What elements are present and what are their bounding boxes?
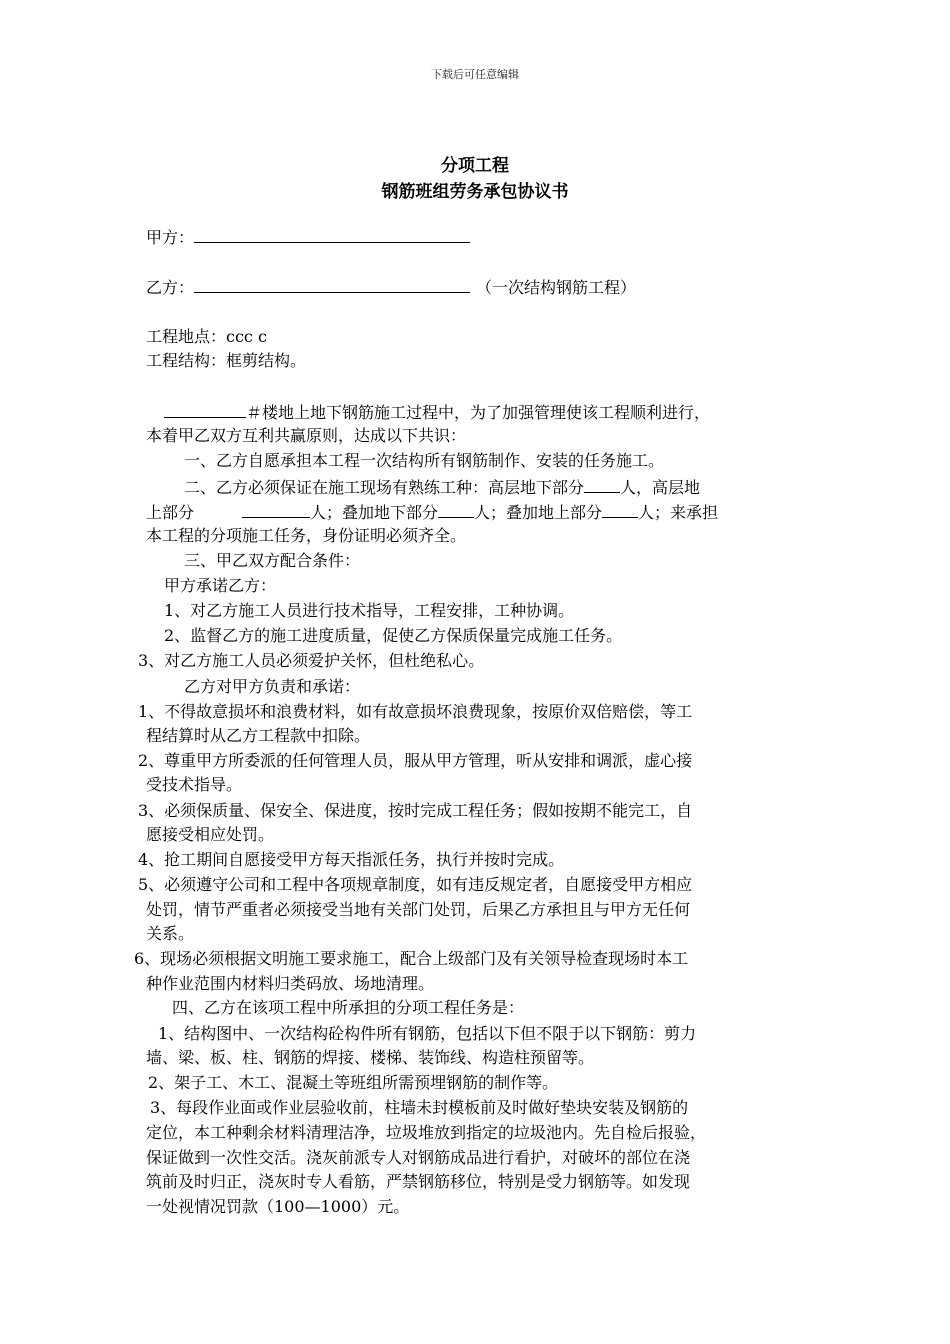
task-item-3b: 定位，本工种剩余材料清理洁净，垃圾堆放到指定的垃圾池内。先自检后报验， (146, 1123, 707, 1142)
party-b-item-5a: 5、必须遵守公司和工程中各项规章制度，如有违反规定者，自愿接受甲方相应 (138, 875, 693, 894)
clause-2-text-1: 二、乙方必须保证在施工现场有熟练工种：高层地下部分 (184, 478, 585, 497)
party-b-item-2b: 受技术指导。 (146, 775, 243, 794)
worker-count-blank-1[interactable] (584, 474, 620, 493)
party-b-label: 乙方： (146, 278, 195, 297)
intro-line-2: 本着甲乙双方互利共赢原则，达成以下共识： (146, 426, 467, 445)
intro-text-1: ＃楼地上地下钢筋施工过程中，为了加强管理使该工程顺利进行， (246, 403, 711, 422)
document-subtitle: 钢筋班组劳务承包协议书 (381, 182, 569, 202)
task-item-3d: 筑前及时归正，浇灰时专人看筋，严禁钢筋移位，特别是受力钢筋等。如发现 (146, 1172, 691, 1191)
party-a-promise-heading: 甲方承诺乙方： (164, 576, 277, 595)
clause-2-line-2 (146, 499, 718, 525)
clause-1: 一、乙方自愿承担本工程一次结构所有钢筋制作、安装的任务施工。 (184, 451, 665, 470)
party-b-item-1b: 程结算时从乙方工程款中扣除。 (146, 726, 371, 745)
party-b-note: （一次结构钢筋工程） (476, 278, 637, 297)
clause-4-heading: 四、乙方在该项工程中所承担的分项工程任务是： (172, 998, 525, 1017)
project-location: 工程地点：ccc c (146, 327, 267, 346)
party-b-item-6b: 种作业范围内材料归类码放、场地清理。 (146, 974, 435, 993)
party-a-label: 甲方： (146, 228, 195, 247)
party-b-line (146, 274, 636, 300)
party-b-item-1a: 1、不得故意损坏和浪费材料，如有故意损坏浪费现象，按原价双倍赔偿，等工 (138, 702, 693, 721)
worker-count-blank-2[interactable] (242, 499, 310, 518)
intro-line-1 (164, 399, 710, 425)
clause-2-text-6: 人；来承担 (638, 503, 719, 522)
worker-count-blank-4[interactable] (602, 499, 638, 518)
party-b-promise-heading: 乙方对甲方负责和承诺： (184, 677, 361, 696)
task-item-3e: 一处视情况罚款（100—1000）元。 (146, 1197, 410, 1216)
party-b-item-5b: 处罚，情节严重者必须接受当地有关部门处罚，后果乙方承担且与甲方无任何 (146, 900, 691, 919)
header-note: 下载后可任意编辑 (431, 68, 519, 81)
clause-2-text-4: 人；叠加地下部分 (310, 503, 439, 522)
party-a-line (146, 224, 470, 250)
party-b-item-3a: 3、必须保质量、保安全、保进度，按时完成工程任务；假如按期不能完工，自 (138, 801, 693, 820)
task-item-2: 2、架子工、木工、混凝土等班组所需预埋钢筋的制作等。 (148, 1073, 559, 1092)
party-a-blank[interactable] (194, 224, 470, 243)
party-b-item-2a: 2、尊重甲方所委派的任何管理人员，服从甲方管理，听从安排和调派，虚心接 (138, 751, 693, 770)
party-b-item-5c: 关系。 (146, 924, 195, 943)
task-item-3c: 保证做到一次性交活。浇灰前派专人对钢筋成品进行看护，对破坏的部位在浇 (146, 1148, 691, 1167)
building-number-blank[interactable] (164, 399, 246, 418)
clause-2-line-1 (184, 474, 700, 500)
party-a-item-1: 1、对乙方施工人员进行技术指导，工程安排，工种协调。 (164, 601, 575, 620)
party-b-item-4: 4、抢工期间自愿接受甲方每天指派任务，执行并按时完成。 (138, 850, 565, 869)
party-a-item-3: 3、对乙方施工人员必须爱护关怀，但杜绝私心。 (138, 651, 485, 670)
clause-2-line-3: 本工程的分项施工任务，身份证明必须齐全。 (146, 526, 467, 545)
party-a-item-2: 2、监督乙方的施工进度质量，促使乙方保质保量完成施工任务。 (164, 626, 623, 645)
clause-2-text-3: 上部分 (146, 503, 195, 522)
clause-2-text-5: 人；叠加地上部分 (474, 503, 603, 522)
party-b-item-3b: 愿接受相应处罚。 (146, 825, 275, 844)
task-item-1a: 1、结构图中、一次结构砼构件所有钢筋，包括以下但不限于以下钢筋：剪力 (158, 1024, 697, 1043)
clause-3-heading: 三、甲乙双方配合条件： (184, 551, 361, 570)
worker-count-blank-3[interactable] (438, 499, 474, 518)
project-structure: 工程结构：框剪结构。 (146, 351, 307, 370)
task-item-1b: 墙、梁、板、柱、钢筋的焊接、楼梯、装饰线、构造柱预留等。 (146, 1048, 595, 1067)
task-item-3a: 3、每段作业面或作业层验收前，柱墙未封模板前及时做好垫块安装及钢筋的 (150, 1098, 689, 1117)
party-b-blank[interactable] (194, 274, 470, 293)
clause-2-text-2: 人，高层地 (620, 478, 701, 497)
document-title: 分项工程 (441, 156, 509, 176)
party-b-item-6a: 6、现场必须根据文明施工要求施工，配合上级部门及有关领导检查现场时本工 (134, 949, 689, 968)
